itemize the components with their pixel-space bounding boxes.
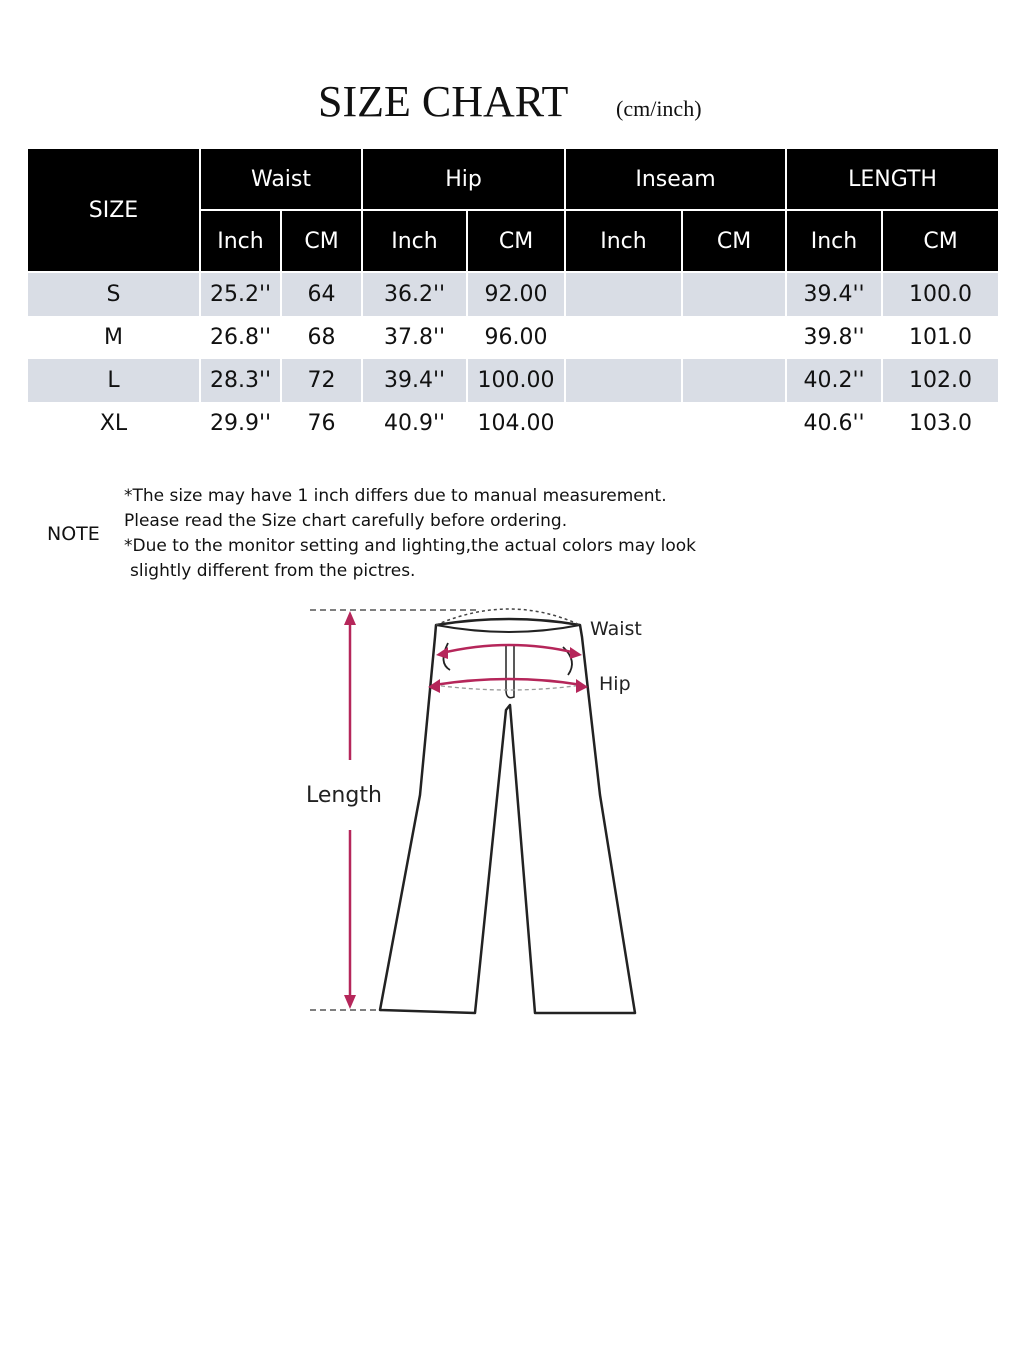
size-cell: S [28,272,200,316]
hip-inch-cell: 36.2'' [362,272,467,316]
length-inch-cell: 39.4'' [786,272,882,316]
waist-label: Waist [590,618,642,640]
waist-cm-cell: 64 [281,272,362,316]
waist-inch-cell: 26.8'' [200,316,281,359]
subheader-waist-inch: Inch [200,210,281,272]
inseam-cm-cell [682,316,786,359]
length-inch-cell: 39.8'' [786,316,882,359]
waist-inch-cell: 28.3'' [200,359,281,402]
size-cell: XL [99,411,128,436]
length-arrow-head-top [344,611,356,625]
table-row [28,359,998,402]
inseam-cm-cell [682,402,786,445]
inseam-inch-cell [565,402,682,445]
note-line: *Due to the monitor setting and lighting,the actual colors may look [124,536,696,556]
table-row [28,316,998,359]
header-hip: Hip [362,149,565,210]
note-line: *The size may have 1 inch differs due to manual measurement. [124,486,667,506]
subheader-hip-inch: Inch [362,210,467,272]
waist-inch-cell: 29.9'' [200,402,281,445]
subheader-length-cm: CM [882,210,998,272]
size-cell: M [104,325,123,350]
inseam-inch-cell [565,316,682,359]
header-inseam: Inseam [565,149,786,210]
subheader-hip-cm: CM [467,210,565,272]
length-inch-cell: 40.6'' [786,402,882,445]
unit-label: (cm/inch) [616,96,702,121]
subheader-length-inch: Inch [786,210,882,272]
hip-cm-cell: 100.00 [467,359,565,402]
pants-diagram-icon [270,595,690,1025]
hip-cm-cell: 104.00 [467,402,565,445]
table-row [28,272,998,316]
inseam-cm-cell [682,272,786,316]
hip-cm-cell: 92.00 [467,272,565,316]
inseam-cm-cell [682,359,786,402]
hip-inch-cell: 40.9'' [362,402,467,445]
note-line: Please read the Size chart carefully before ordering. [124,511,568,531]
header-length: LENGTH [786,149,998,210]
header-waist: Waist [200,149,362,210]
hip-cm-cell: 96.00 [467,316,565,359]
waist-inch-cell: 25.2'' [200,272,281,316]
note-text [124,484,696,584]
length-cm-cell: 102.0 [882,359,998,402]
waist-cm-cell: 76 [281,402,362,445]
length-arrow-head-bottom [344,995,356,1009]
inseam-inch-cell [565,359,682,402]
page-title: SIZE CHART [318,77,569,126]
hip-label: Hip [599,673,631,695]
subheader-inseam-inch: Inch [565,210,682,272]
hip-inch-cell: 37.8'' [362,316,467,359]
length-cm-cell: 103.0 [882,402,998,445]
inseam-inch-cell [565,272,682,316]
note-line: slightly different from the pictres. [130,561,416,581]
waist-cm-cell: 72 [281,359,362,402]
subheader-inseam-cm: CM [682,210,786,272]
length-cm-cell: 100.0 [882,272,998,316]
header-size: SIZE [28,149,200,272]
hip-inch-cell: 39.4'' [362,359,467,402]
size-cell: L [28,359,200,402]
size-table [28,149,998,445]
length-label: Length [306,783,382,808]
subheader-waist-cm: CM [281,210,362,272]
note-label: NOTE [47,523,100,545]
waist-cm-cell: 68 [281,316,362,359]
length-cm-cell: 101.0 [882,316,998,359]
table-row [28,402,998,445]
length-inch-cell: 40.2'' [786,359,882,402]
